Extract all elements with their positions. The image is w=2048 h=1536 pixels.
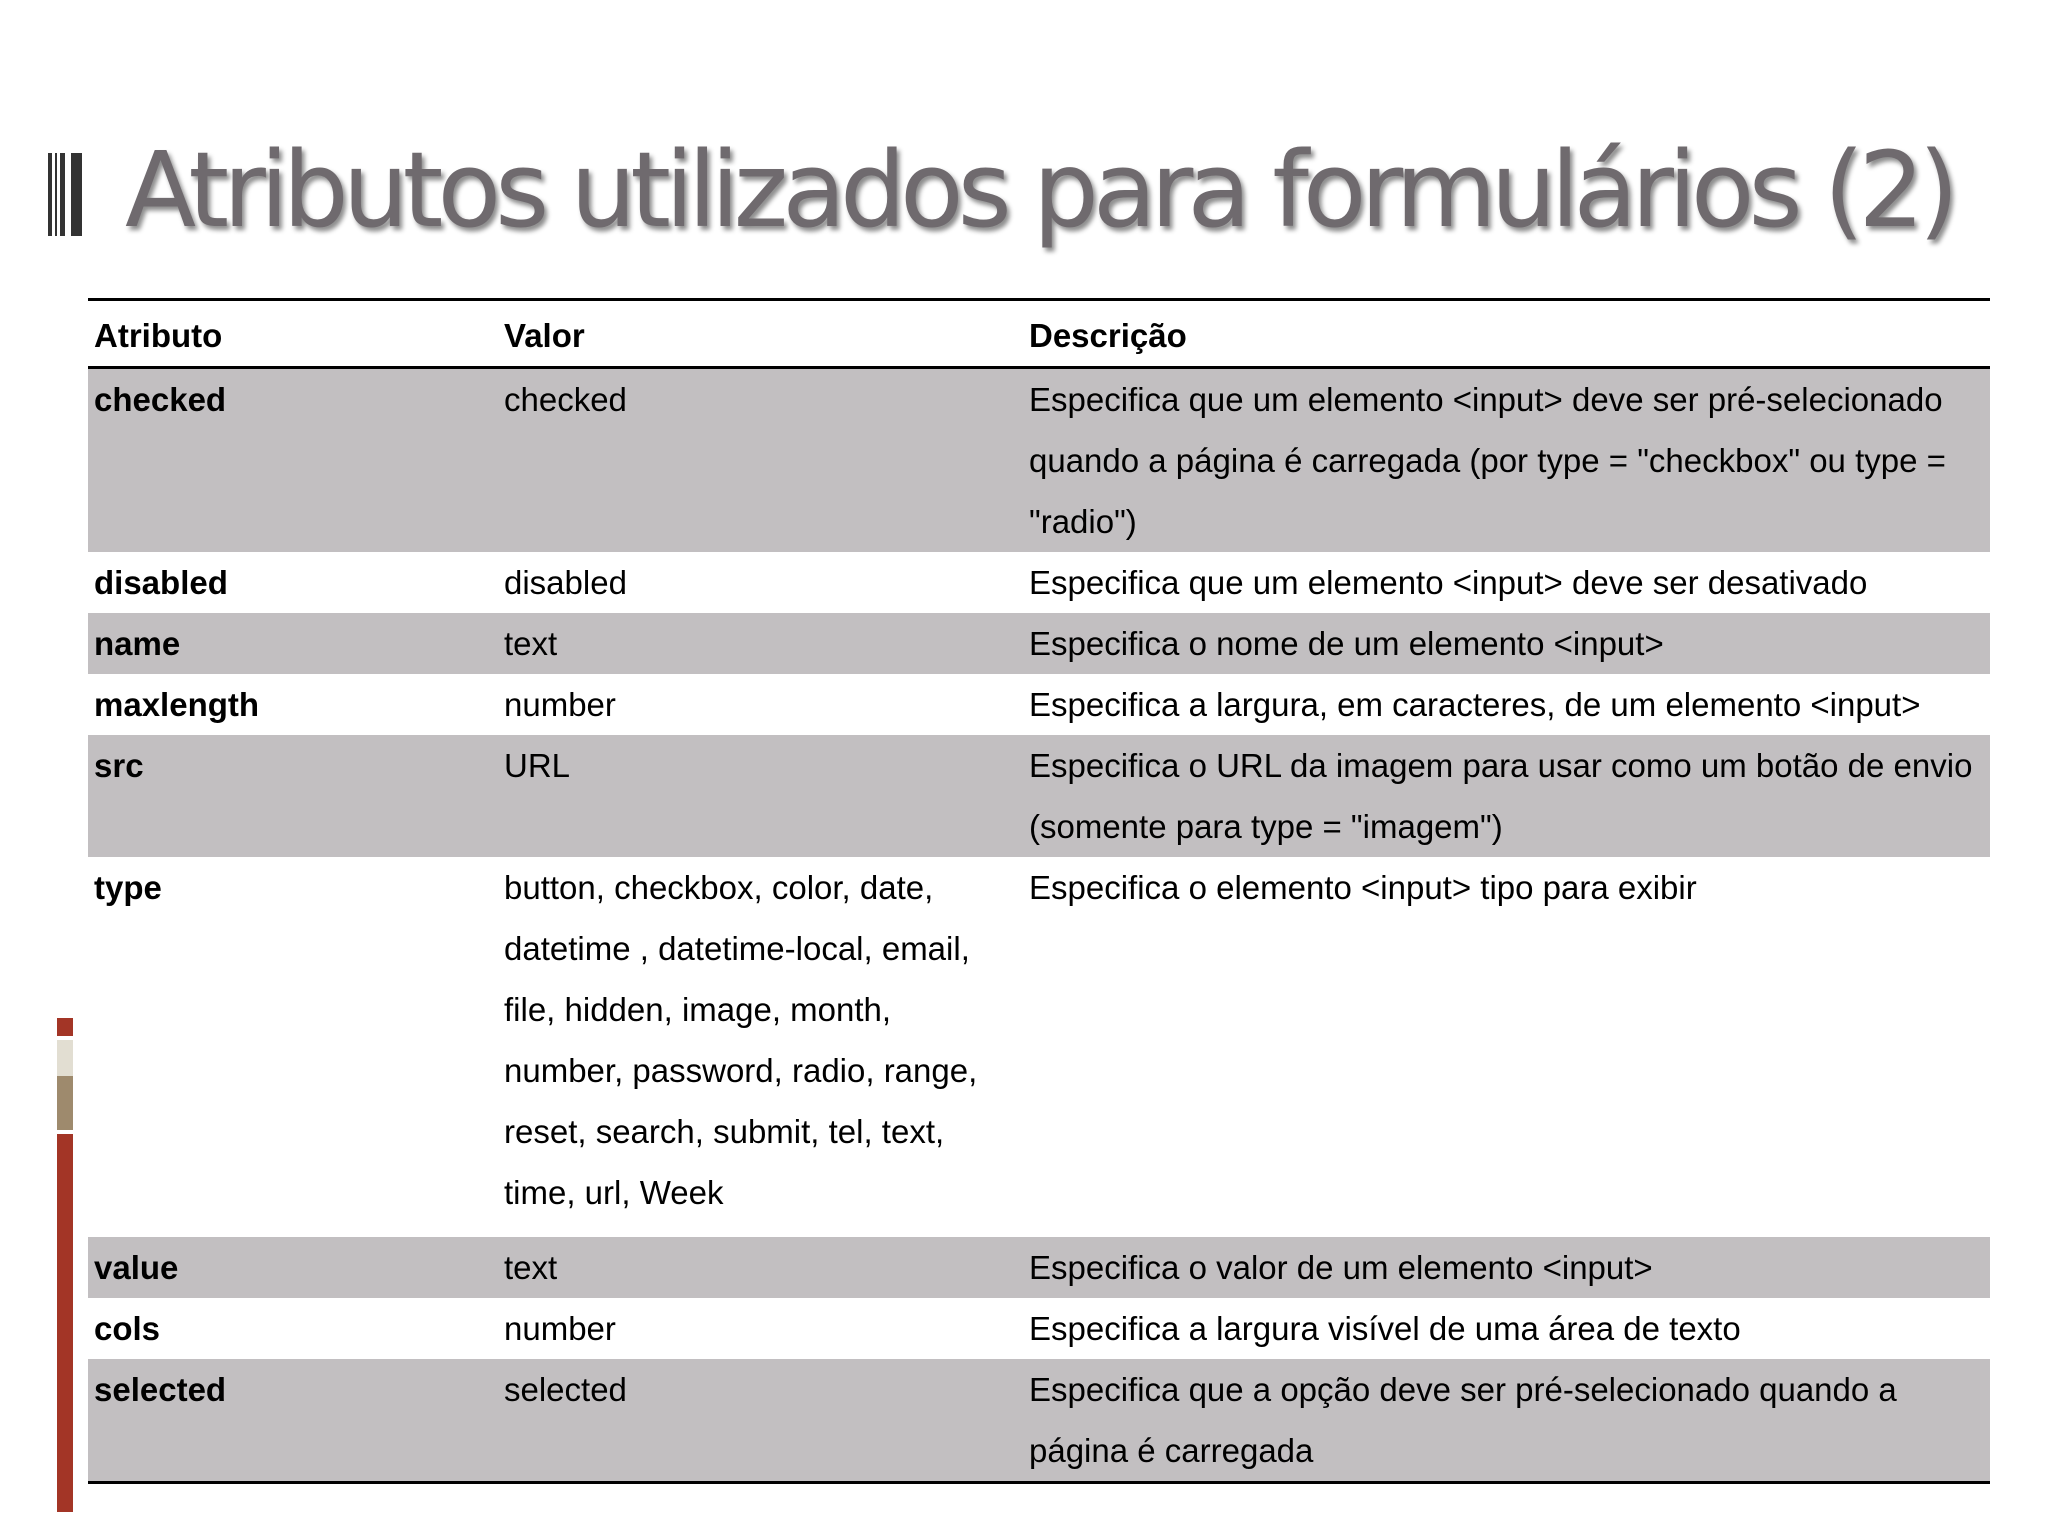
- description-cell: Especifica que a opção deve ser pré-selecionado quando a página é carregada: [1023, 1359, 1990, 1481]
- attribute-cell: type: [88, 857, 498, 1237]
- description-cell: Especifica o URL da imagem para usar como um botão de envio (somente para type = "imagem"): [1023, 735, 1990, 857]
- attribute-cell: src: [88, 735, 498, 857]
- attributes-table: [88, 298, 1990, 1484]
- description-cell: Especifica o nome de um elemento <input>: [1023, 613, 1990, 674]
- attribute-cell: value: [88, 1237, 498, 1298]
- header-descricao: Descrição: [1023, 301, 1990, 368]
- attribute-cell: disabled: [88, 552, 498, 613]
- description-cell: Especifica a largura, em caracteres, de um elemento <input>: [1023, 674, 1990, 735]
- title-bullet-icon: [48, 153, 82, 236]
- table-row: [88, 1359, 1990, 1481]
- table-row: [88, 857, 1990, 1237]
- table-row: [88, 613, 1990, 674]
- attribute-cell: checked: [88, 368, 498, 553]
- description-cell: Especifica o valor de um elemento <input>: [1023, 1237, 1990, 1298]
- value-cell: number: [498, 674, 1023, 735]
- table-row: [88, 1298, 1990, 1359]
- table-row: [88, 674, 1990, 735]
- table-row: [88, 368, 1990, 553]
- table-row: [88, 1237, 1990, 1298]
- description-cell: Especifica que um elemento <input> deve ser desativado: [1023, 552, 1990, 613]
- attribute-cell: name: [88, 613, 498, 674]
- value-cell: text: [498, 613, 1023, 674]
- value-cell: button, checkbox, color, date, datetime , datetime-local, email, file, hidden, image, month, number, password, radio, range, reset, search, submit, tel, text, time, url, Week: [498, 857, 1023, 1237]
- value-cell: selected: [498, 1359, 1023, 1481]
- description-cell: Especifica o elemento <input> tipo para exibir: [1023, 857, 1990, 1237]
- table-row: [88, 552, 1990, 613]
- slide-title: Atributos utilizados para formulários (2): [125, 129, 1954, 251]
- table-row: [88, 735, 1990, 857]
- value-cell: text: [498, 1237, 1023, 1298]
- description-cell: Especifica a largura visível de uma área de texto: [1023, 1298, 1990, 1359]
- attribute-cell: selected: [88, 1359, 498, 1481]
- header-valor: Valor: [498, 301, 1023, 368]
- table-header-row: [88, 301, 1990, 368]
- attribute-cell: maxlength: [88, 674, 498, 735]
- decorative-side-bar: [57, 1018, 73, 1512]
- header-atributo: Atributo: [88, 301, 498, 368]
- value-cell: number: [498, 1298, 1023, 1359]
- value-cell: checked: [498, 368, 1023, 553]
- value-cell: URL: [498, 735, 1023, 857]
- description-cell: Especifica que um elemento <input> deve ser pré-selecionado quando a página é carregada (por type = "checkbox" ou type = "radio"): [1023, 368, 1990, 553]
- attribute-cell: cols: [88, 1298, 498, 1359]
- value-cell: disabled: [498, 552, 1023, 613]
